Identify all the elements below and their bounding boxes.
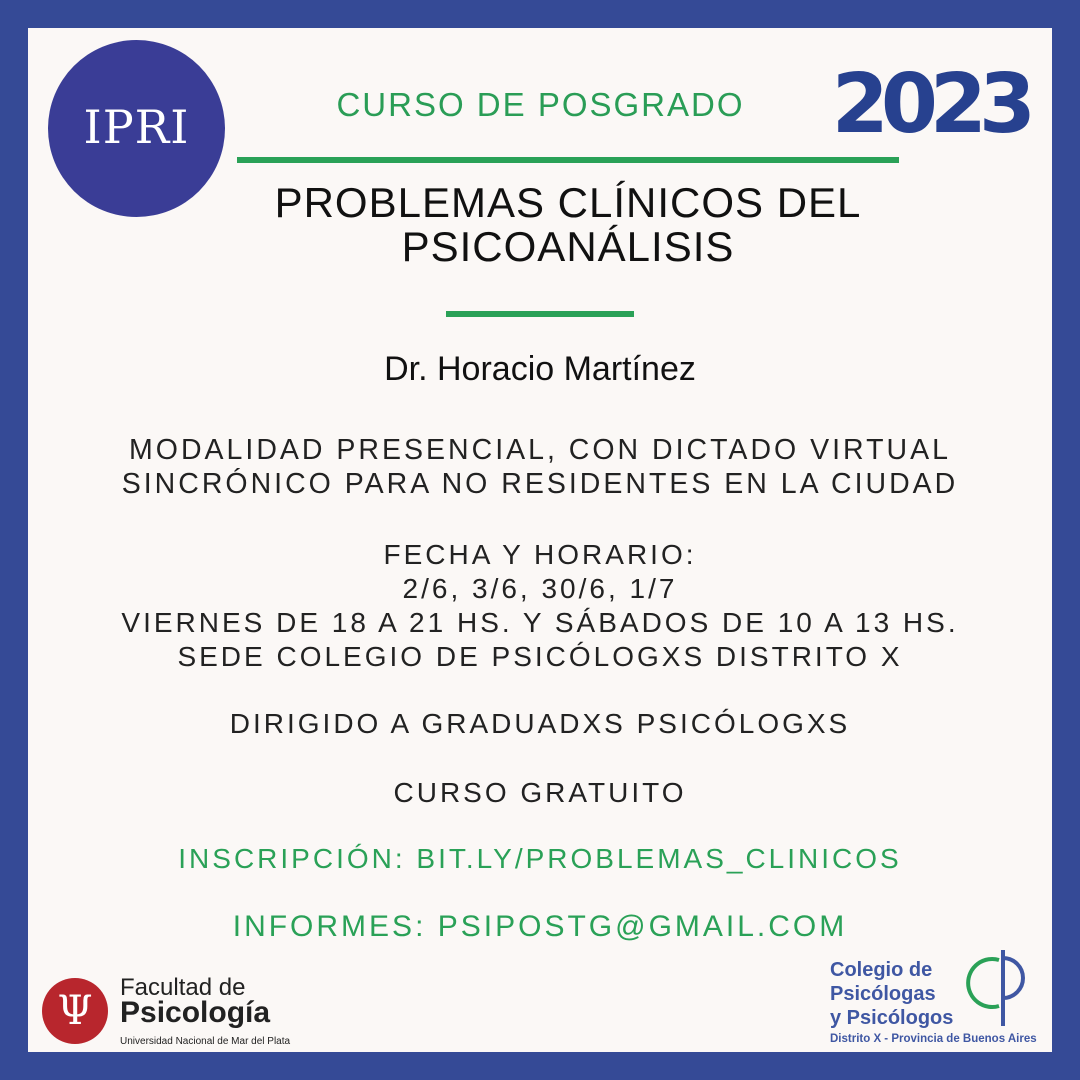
facultad-line-2: Psicología: [120, 996, 271, 1029]
cost-text: CURSO GRATUITO: [393, 777, 687, 808]
fecha-dates: 2/6, 3/6, 30/6, 1/7: [402, 573, 678, 604]
contact-email[interactable]: INFORMES: PSIPOSTG@GMAIL.COM: [232, 910, 848, 943]
modalidad-line-1: MODALIDAD PRESENCIAL, CON DICTADO VIRTUAL: [129, 434, 951, 466]
facultad-line-3: Universidad Nacional de Mar del Plata: [120, 1036, 291, 1047]
colegio-cp-icon: [963, 948, 1043, 1028]
ipri-logo-text: IPRI: [83, 100, 190, 154]
colegio-line-3: y Psicólogos: [830, 1007, 954, 1029]
divider-top: [237, 157, 899, 163]
divider-short: [446, 311, 634, 317]
fecha-label: FECHA Y HORARIO:: [383, 539, 697, 570]
fecha-sede: SEDE COLEGIO DE PSICÓLOGXS DISTRITO X: [177, 641, 903, 672]
psi-icon: Ψ: [42, 978, 108, 1044]
title-line-1: PROBLEMAS CLÍNICOS DEL: [274, 179, 862, 226]
poster: [28, 28, 1052, 1052]
fecha-block: [28, 538, 1052, 674]
colegio-line-2: Psicólogas: [830, 983, 936, 1005]
facultad-line-1: Facultad de: [120, 974, 246, 1001]
year-badge: 2023: [831, 57, 1028, 152]
registration-link[interactable]: INSCRIPCIÓN: BIT.LY/PROBLEMAS_CLINICOS: [178, 843, 902, 874]
course-kicker: CURSO DE POSGRADO: [336, 86, 745, 123]
audience-text: DIRIGIDO A GRADUADXS PSICÓLOGXS: [229, 708, 851, 739]
course-title: [188, 181, 948, 269]
fecha-hours: VIERNES DE 18 A 21 HS. Y SÁBADOS DE 10 A 13 HS.: [121, 607, 959, 638]
colegio-name: [830, 958, 953, 1030]
modalidad-block: [28, 433, 1052, 501]
colegio-subtitle: Distrito X - Provincia de Buenos Aires: [830, 1033, 1037, 1045]
modalidad-line-2: SINCRÓNICO PARA NO RESIDENTES EN LA CIUDAD: [121, 468, 959, 500]
title-line-2: PSICOANÁLISIS: [401, 223, 735, 270]
author-name: Dr. Horacio Martínez: [384, 350, 696, 388]
colegio-line-1: Colegio de: [830, 959, 933, 981]
